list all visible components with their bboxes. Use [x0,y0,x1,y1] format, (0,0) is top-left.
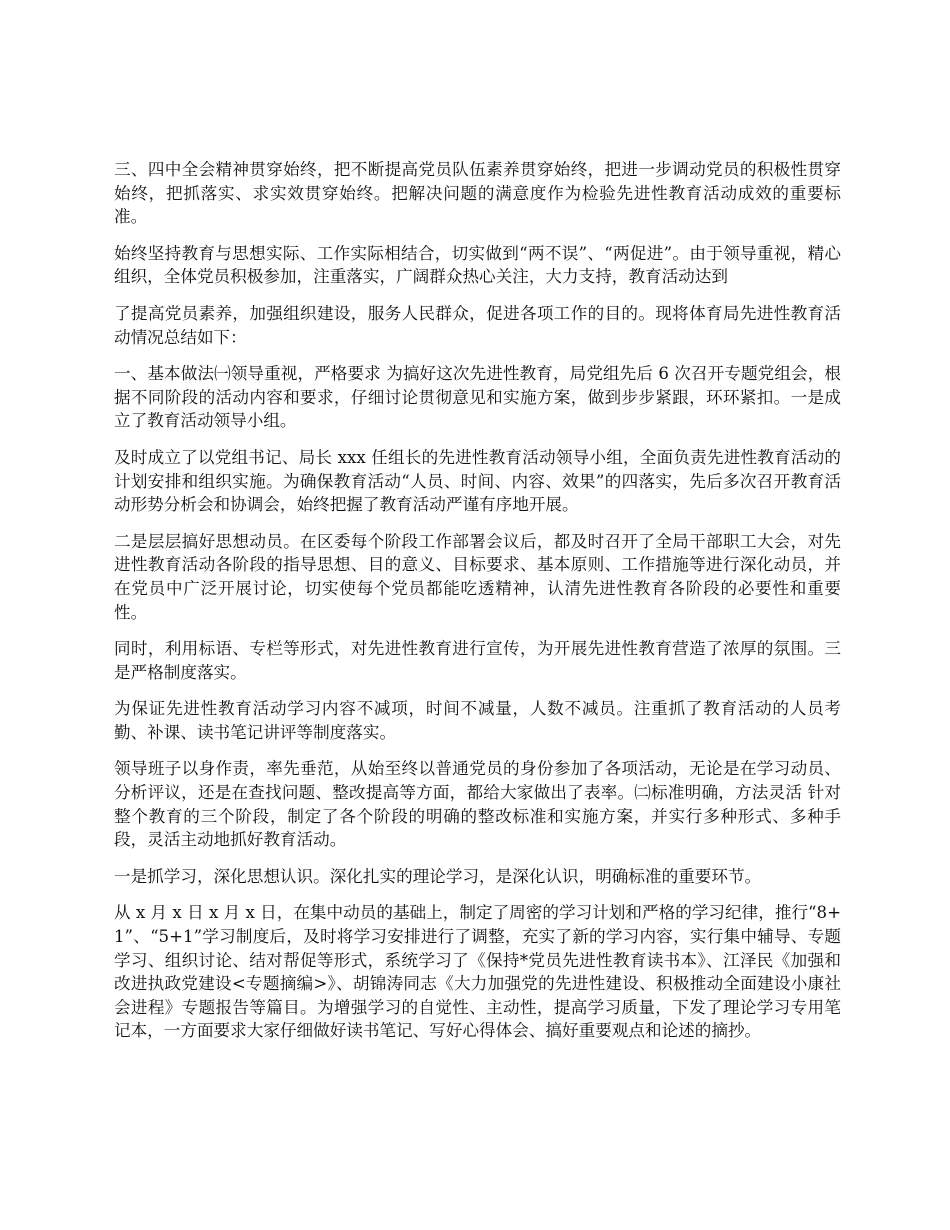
paragraph-7: 同时，利用标语、专栏等形式，对先进性教育进行宣传，为开展先进性教育营造了浓厚的氛围。三是严格制度落实。 [114,639,841,682]
paragraph-5: 及时成立了以党组书记、局长 xxx 任组长的先进性教育活动领导小组，全面负责先进性教育活动的计划安排和组织实施。为确保教育活动“人员、时间、内容、效果”的四落实，先后多次召开教育活动形势分析会和协调会，始终把握了教育活动严谨有序地开展。 [114,447,841,515]
paragraph-1: 三、四中全会精神贯穿始终，把不断提高党员队伍素养贯穿始终，把进一步调动党员的积极性贯穿始终，把抓落实、求实效贯穿始终。把解决问题的满意度作为检验先进性教育活动成效的重要标准。 [114,160,841,227]
paragraph-11: 从 x 月 x 日 x 月 x 日，在集中动员的基础上，制定了周密的学习计划和严格的学习纪律，推行“8+1”、“5+1”学习制度后，及时将学习安排进行了调整，充实了新的学习内容，实行集中辅导、专题学习、组织讨论、结对帮促等形式，系统学习了《保持*党员先进性教育读书本》、江泽民《加强和改进执政党建设<专题摘编>》、胡锦涛同志《大力加强党的先进性建设、积极推动全面建设小康社会进程》专题报告等篇目。为增强学习的自觉性、主动性，提高学习质量，下发了理论学习专用笔记本，一方面要求大家仔细做好读书笔记、写好心得体会、搞好重要观点和论述的摘抄。 [114,903,841,1041]
paragraph-10: 一是抓学习，深化思想认识。深化扎实的理论学习，是深化认识，明确标准的重要环节。 [114,866,762,886]
paragraph-9: 领导班子以身作责，率先垂范，从始至终以普通党员的身份参加了各项活动，无论是在学习动员、分析评议，还是在查找问题、整改提高等方面，都给大家做出了表率。㈡标准明确，方法灵活 针对整个教育的三个阶段，制定了各个阶段的明确的整改标准和实施方案，并实行多种形式、多种手段，灵活主动地抓好教育活动。 [114,759,841,850]
paragraph-8: 为保证先进性教育活动学习内容不减项，时间不减量，人数不减员。注重抓了教育活动的人员考勤、补课、读书笔记讲评等制度落实。 [114,699,841,742]
paragraph-2: 始终坚持教育与思想实际、工作实际相结合，切实做到“两不误”、“两促进”。由于领导重视，精心组织，全体党员积极参加，注重落实，广阔群众热心关注，大力支持，教育活动达到 [114,243,841,287]
paragraph-3: 了提高党员素养，加强组织建设，服务人民群众，促进各项工作的目的。现将体育局先进性教育活动情况总结如下： [114,303,841,347]
paragraph-6: 二是层层搞好思想动员。在区委每个阶段工作部署会议后，都及时召开了全局干部职工大会，对先进性教育活动各阶段的指导思想、目的意义、目标要求、基本原则、工作措施等进行深化动员，并在党员中广泛开展讨论，切实使每个党员都能吃透精神，认清先进性教育各阶段的必要性和重要性。 [114,531,841,622]
document-page [114,158,841,1056]
paragraph-4: 一、基本做法㈠领导重视，严格要求 为搞好这次先进性教育，局党组先后 6 次召开专题党组会，根据不同阶段的活动内容和要求，仔细讨论贯彻意见和实施方案，做到步步紧跟，环环紧扣。一是成立了教育活动领导小组。 [114,364,841,431]
